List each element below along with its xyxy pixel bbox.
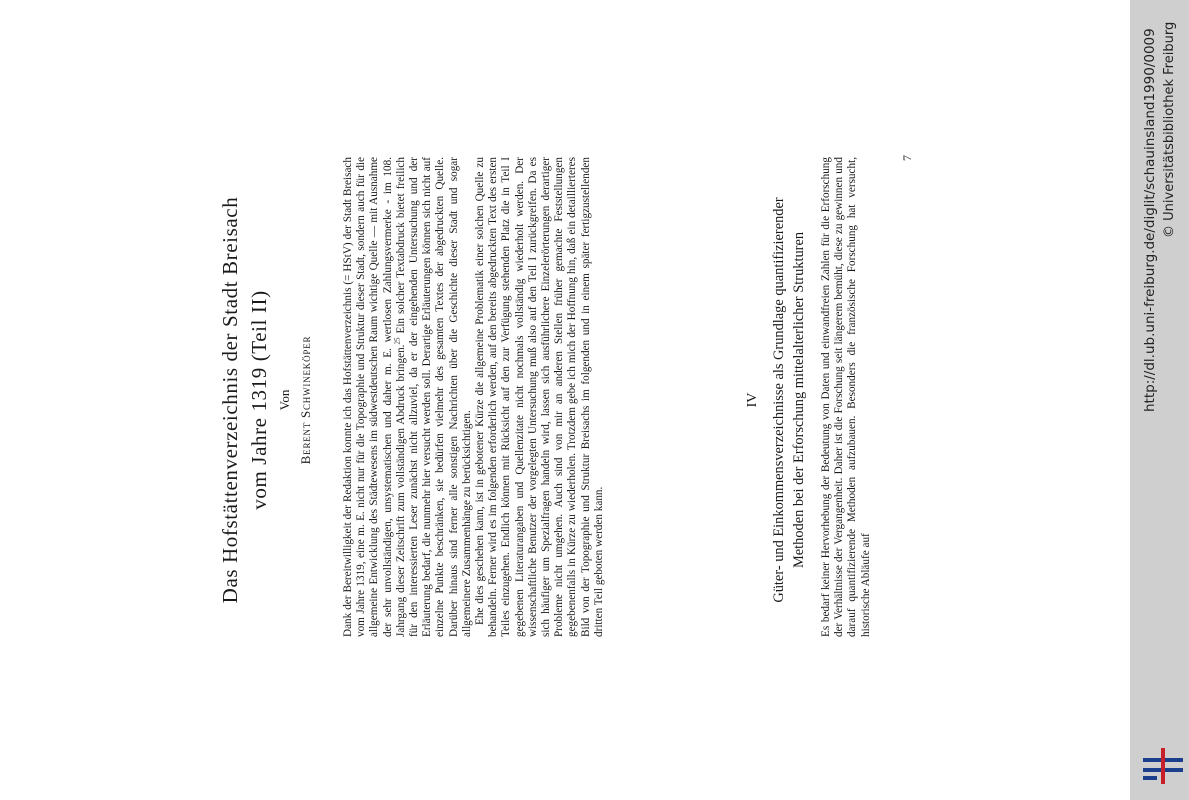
- author-first-name: Berent: [298, 421, 313, 465]
- article-title-line2: vom Jahre 1319 (Teil II): [247, 290, 271, 510]
- logo-blue-bar-3: [1143, 776, 1157, 780]
- source-url-link[interactable]: http://dl.ub.uni-freiburg.de/diglit/schauinsland1990/0009: [1142, 28, 1158, 412]
- article-title-line1: Das Hofstättenverzeichnis der Stadt Breisach: [218, 196, 242, 604]
- section-numeral: IV: [745, 392, 760, 408]
- section-body: [820, 157, 873, 637]
- section-paragraph: Es bedarf keiner Hervorhebung der Bedeutung von Daten und einwandfreien Zahlen für die Erforschung der Verhältnisse der Vergangenheit. Daher ist die Forschung seit längerem bemüht, diese zu gewinnen und darauf quantifizierende Methoden aufzubauen. Besonders die französische Forschung hat versucht, historische Abläufe auf: [820, 157, 872, 637]
- paragraph-2: Ehe dies geschehen kann, ist in gebotener Kürze die allgemeine Problematik einer solchen Quelle zu behandeln. Ferner wird es im folgenden erforderlich werden, auf den bereits abgedruckten Text des ersten Teiles einzugehen. Endlich können mit Rücksicht auf den zur Verfügung stehenden Platz die in Teil I gegebenen Literaturangaben und Quellenzitate nicht nochmals vollständig wiederholt werden. Der wissenschaftliche Benutzer der vorgelegten Untersuchung muß also auf den Teil I zurückgreifen. Da es sich häufiger um Spezialfragen handeln wird, lassen sich ausführlichere Einzelerörterungen derartiger Probleme nicht umgehen. Auch sind von mir an anderen Stellen früher gemachte Feststellungen gegebenenfalls in Kürze zu wiederholen. Trotzdem gebe ich mich der Hoffnung hin, daß ein detaillierteres Bild von der Topographie und Struktur Breisachs im folgenden und in einem später fertigzustellenden dritten Teil geboten werden kann.: [474, 157, 605, 637]
- page-number: 7: [900, 155, 914, 161]
- copyright-notice: © Universitätsbibliothek Freiburg: [1162, 21, 1177, 238]
- section-title: [769, 0, 809, 800]
- author-prefix: Von: [277, 389, 292, 411]
- ub-freiburg-logo-icon: [1141, 744, 1185, 788]
- library-sidebar: [1130, 0, 1189, 800]
- article-body: [342, 157, 606, 637]
- logo-red-bar: [1161, 748, 1165, 784]
- paragraph-1: Dank der Bereitwilligkeit der Redaktion konnte ich das Hofstättenverzeichnis (= HStV) der Stadt Breisach vom Jahre 1319, eine m. E. nicht nur für die Topographie und Struktur dieser Stadt, sondern auch für die allgemeine Entwicklung des Städtewesens im südwestdeutschen Raum wichtige Quelle — mit Ausnahme der sehr unvollständigen, unsystematischen und daher m. E. wertlosen Zahlungsvermerke - im 108. Jahrgang dieser Zeitschrift zum vollständigen Abdruck bringen.$^{25}$ Ein solcher Textabdruck bietet freilich für den interessierten Leser zunächst nicht allzuviel, da er der eingehenden Untersuchung und der Erläuterung bedarf, die nunmehr hier versucht werden soll. Derartige Erläuterungen können sich nicht auf einzelne Punkte beschränken, sie bedürfen vielmehr des gesamten Textes der abgedruckten Quelle. Darüber hinaus sind ferner alle sonstigen Nachrichten über die Geschichte dieser Stadt und sogar allgemeinere Zusammenhänge zu berücksichtigen.: [342, 157, 473, 637]
- author-last-name: Schwineköper: [298, 335, 313, 419]
- author-name: [298, 0, 314, 800]
- footnote-marker: 25: [393, 337, 402, 345]
- section-title-line1: Güter- und Einkommensverzeichnisse als Grundlage quantifizierender: [771, 197, 787, 603]
- section-title-line2: Methoden bei der Erforschung mittelalterlicher Strukturen: [791, 231, 807, 569]
- article-title: [216, 0, 274, 800]
